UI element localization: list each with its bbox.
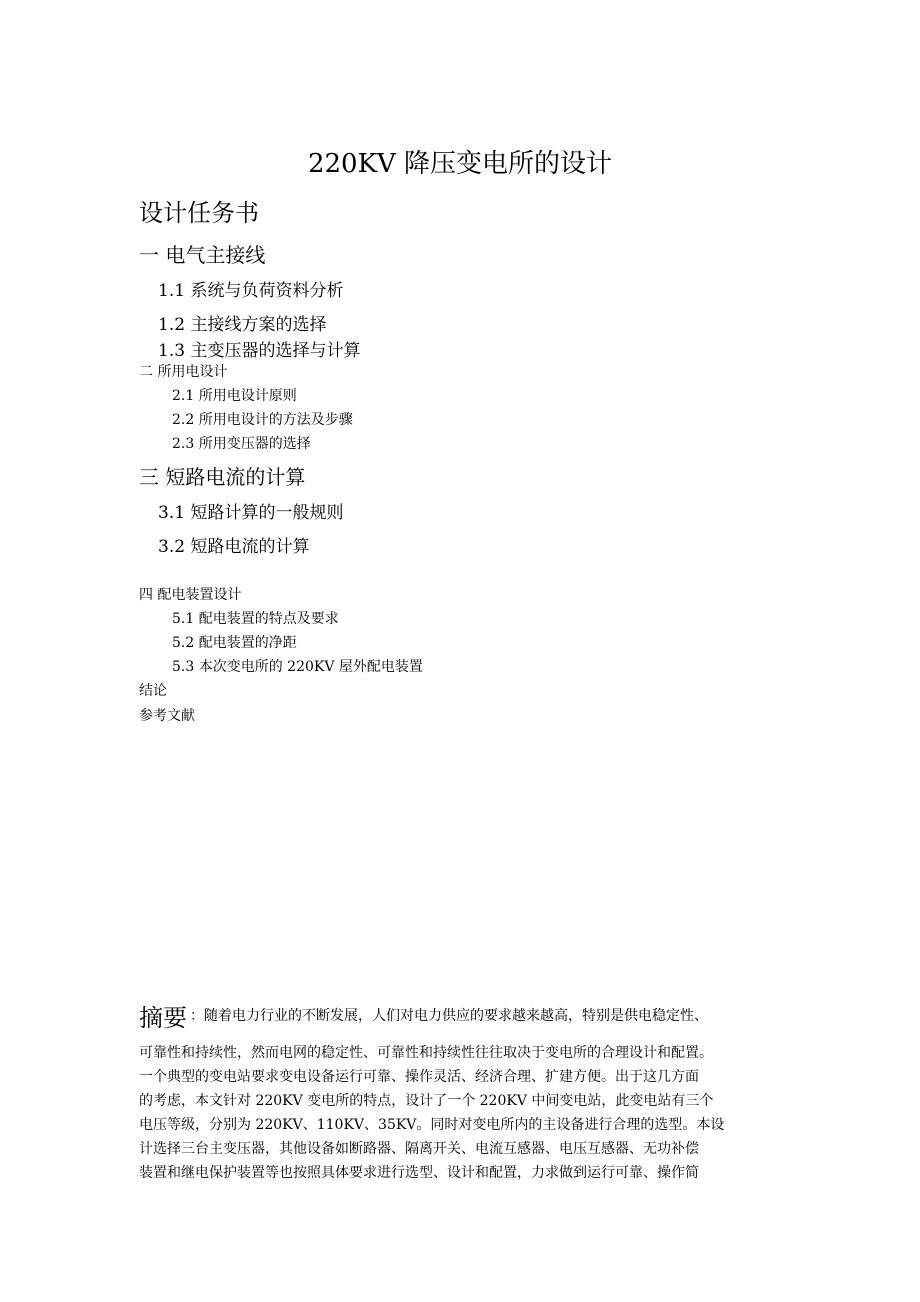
- document-title: 220KV 降压变电所的设计: [307, 149, 613, 179]
- abstract-line-6: 计选择三台主变压器，其他设备如断路器、隔离开关、电流互感器、电压互感器、无功补偿: [139, 1141, 699, 1157]
- toc-references: 参考文献: [139, 708, 195, 724]
- toc-item-3-1: 3.1 短路计算的一般规则: [158, 503, 344, 523]
- abstract-line-2: 可靠性和持续性，然而电网的稳定性、可靠性和持续性往往取决于变电所的合理设计和配置。: [139, 1045, 713, 1061]
- abstract-line-7: 装置和继电保护装置等也按照具体要求进行选型、设计和配置，力求做到运行可靠、操作简: [139, 1165, 699, 1181]
- toc-section-1: 一 电气主接线: [139, 243, 266, 267]
- abstract-line-4: 的考虑，本文针对 220KV 变电所的特点，设计了一个 220KV 中间变电站，此变电站有三个: [139, 1093, 714, 1109]
- toc-item-1-3: 1.3 主变压器的选择与计算: [158, 341, 361, 361]
- toc-item-2-1: 2.1 所用电设计原则: [172, 388, 297, 404]
- toc-item-5-1: 5.1 配电装置的特点及要求: [172, 611, 339, 627]
- toc-item-1-1: 1.1 系统与负荷资料分析: [158, 281, 344, 301]
- abstract-line-3: 一个典型的变电站要求变电设备运行可靠、操作灵活、经济合理、扩建方便。出于这几方面: [139, 1069, 699, 1085]
- toc-item-5-3: 5.3 本次变电所的 220KV 屋外配电装置: [172, 659, 423, 675]
- toc-section-3: 三 短路电流的计算: [139, 465, 306, 489]
- toc-item-3-2: 3.2 短路电流的计算: [158, 537, 310, 557]
- toc-item-5-2: 5.2 配电装置的净距: [172, 635, 297, 651]
- abstract-line-5: 电压等级，分别为 220KV、110KV、35KV。同时对变电所内的主设备进行合理的选型。本设: [139, 1117, 725, 1133]
- abstract-line-1: ：随着电力行业的不断发展，人们对电力供应的要求越来越高，特别是供电稳定性、: [190, 1008, 708, 1024]
- toc-item-1-2: 1.2 主接线方案的选择: [158, 315, 327, 335]
- abstract-heading: 摘要: [139, 1004, 187, 1032]
- section-heading-task-book: 设计任务书: [139, 199, 259, 227]
- toc-item-2-3: 2.3 所用变压器的选择: [172, 436, 311, 452]
- toc-section-2: 二 所用电设计: [139, 364, 228, 380]
- toc-conclusion: 结论: [139, 683, 167, 699]
- toc-item-2-2: 2.2 所用电设计的方法及步骤: [172, 412, 353, 428]
- toc-section-4: 四 配电装置设计: [139, 587, 242, 603]
